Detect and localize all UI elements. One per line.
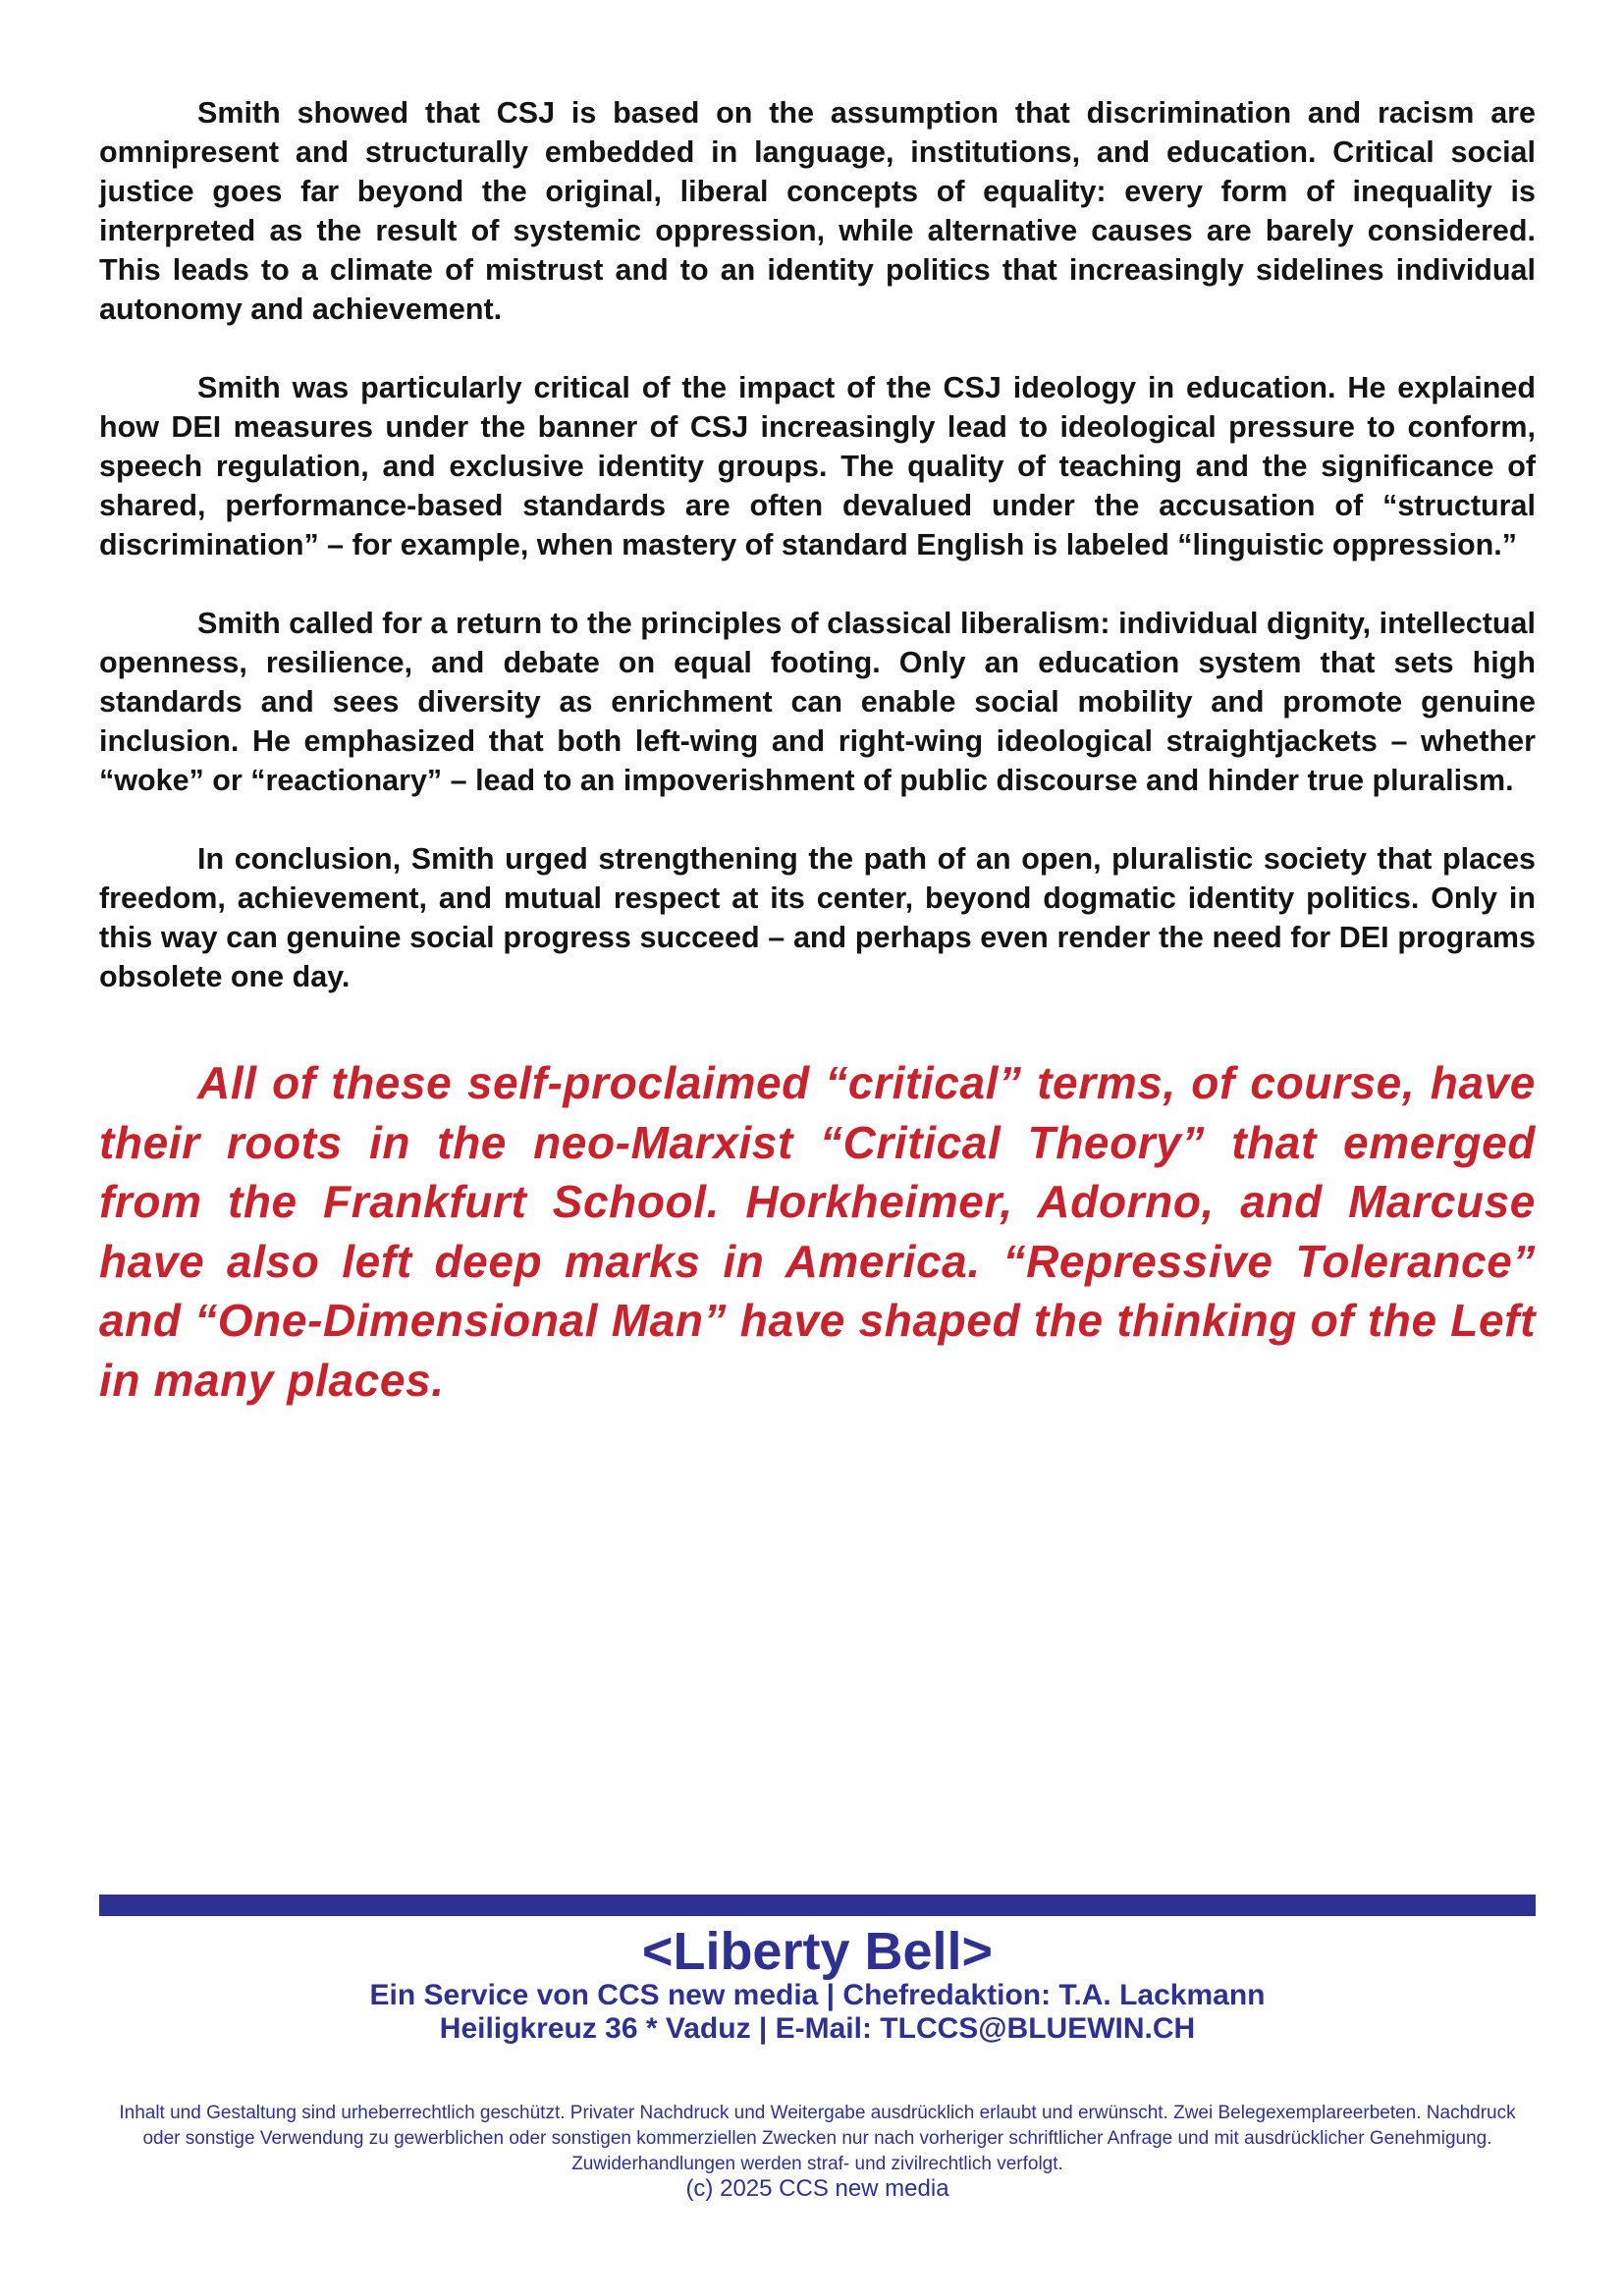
service-line: Ein Service von CCS new media | Chefredaktion: T.A. Lackmann	[369, 1979, 1266, 2011]
legal-notice: Inhalt und Gestaltung sind urheberrechtlich geschützt. Privater Nachdruck und Weitergabe ausdrücklich erlaubt und erwünscht. Zwei Belegexemplareerbeten. Nachdruck oder sonstige Verwendung zu gewerblichen oder sonstigen kommerziellen Zwecken nur nach vorheriger schriftlicher Anfrage und mit ausdrücklicher Genehmigung. Zuwiderhandlungen werden straf- und zivilrechtlich verfolgt.	[119, 2103, 1516, 2174]
article-paragraph-4: In conclusion, Smith urged strengthening the path of an open, pluralistic society that places freedom, achievement, and mutual respect at its center, beyond dogmatic identity politics. Only in this way can genuine social progress succeed – and perhaps even render the need for DEI programs obsolete one day.	[99, 842, 1536, 993]
address-line: Heiligkreuz 36 * Vaduz | E-Mail: TLCCS@BLUEWIN.CH	[439, 2012, 1196, 2045]
footer-divider	[99, 1895, 1536, 1916]
article-paragraph-1: Smith showed that CSJ is based on the assumption that discrimination and racism are omnipresent and structurally embedded in language, institutions, and education. Critical social justice goes far beyond the original, liberal concepts of equality: every form of inequality is interpreted as the result of systemic oppression, while alternative causes are barely considered. This leads to a climate of mistrust and to an identity politics that increasingly sidelines individual autonomy and achievement.	[99, 96, 1536, 326]
editorial-comment: All of these self-proclaimed “critical” terms, of course, have their roots in the neo-Marxist “Critical Theory” that emerged from the Frankfurt School. Horkheimer, Adorno, and Marcuse have also left deep marks in America. “Repressive Tolerance” and “One-Dimensional Man” have shaped the thinking of the Left in many places.	[99, 1057, 1536, 1406]
article	[99, 93, 1536, 1410]
footer	[99, 1924, 1536, 2201]
article-paragraph-2: Smith was particularly critical of the impact of the CSJ ideology in education. He explained how DEI measures under the banner of CSJ increasingly lead to ideological pressure to conform, speech regulation, and exclusive identity groups. The quality of teaching and the significance of shared, performance-based standards are often devalued under the accusation of “structural discrimination” – for example, when mastery of standard English is labeled “linguistic oppression.”	[99, 371, 1536, 561]
brand-title: <Liberty Bell>	[641, 1922, 994, 1981]
article-paragraph-3: Smith called for a return to the principles of classical liberalism: individual dignity, intellectual openness, resilience, and debate on equal footing. Only an education system that sets high standards and sees diversity as enrichment can enable social mobility and promote genuine inclusion. He emphasized that both left-wing and right-wing ideological straightjackets – whether “woke” or “reactionary” – lead to an impoverishment of public discourse and hinder true pluralism.	[99, 607, 1536, 797]
copyright-notice: (c) 2025 CCS new media	[685, 2175, 949, 2202]
